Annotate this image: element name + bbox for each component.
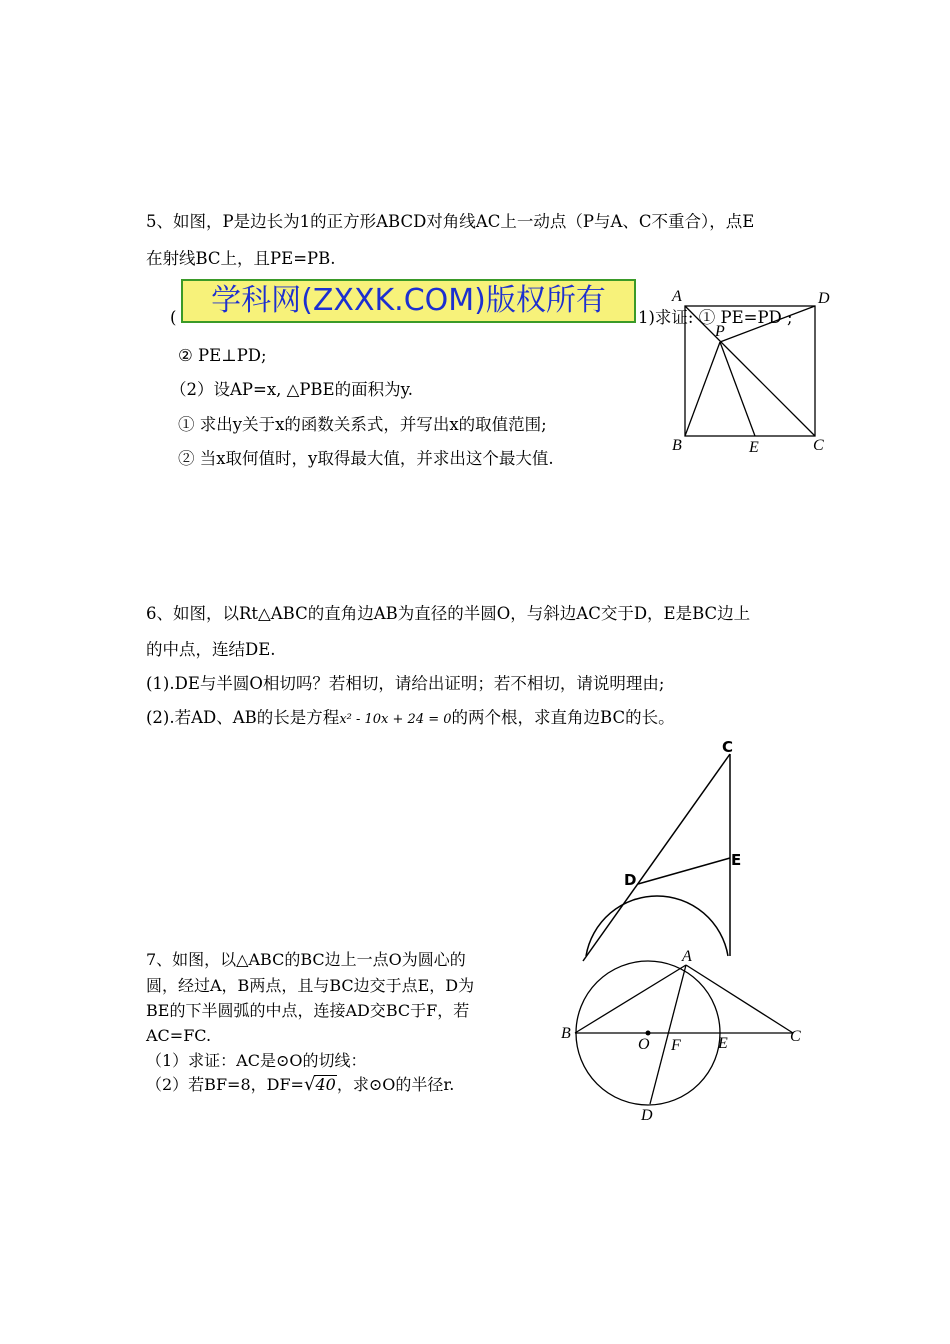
segment-ad bbox=[650, 965, 686, 1104]
problem7-q2 bbox=[146, 1074, 454, 1096]
problem5-q1-prefix: ( bbox=[170, 308, 177, 327]
label-c: C bbox=[813, 437, 824, 454]
label-o: O bbox=[638, 1036, 650, 1053]
label-d: D bbox=[818, 290, 830, 307]
hypotenuse-ca bbox=[583, 754, 730, 961]
sqrt-symbol: √ bbox=[303, 1074, 316, 1095]
label-a: A bbox=[682, 948, 692, 965]
problem6-figure-semicircle bbox=[580, 738, 750, 968]
problem5-line2: 在射线BC上，且PE=PB. bbox=[146, 249, 336, 268]
problem7-line2: 圆，经过A，B两点，且与BC边交于点E，D为 bbox=[146, 976, 475, 995]
problem6-q2 bbox=[146, 707, 675, 731]
label-a: A bbox=[672, 288, 682, 305]
problem7-figure-circle bbox=[555, 950, 815, 1125]
problem7-radicand: 40 bbox=[315, 1075, 336, 1094]
problem5-q2a: ① 求出y关于x的函数关系式，并写出x的取值范围; bbox=[178, 415, 547, 434]
watermark-banner: 学科网(ZXXK.COM)版权所有 bbox=[181, 279, 636, 323]
problem5-figure-square bbox=[660, 284, 840, 459]
problem5-q2b: ② 当x取何值时，y取得最大值，并求出这个最大值. bbox=[178, 449, 554, 468]
label-c: C bbox=[722, 738, 734, 756]
label-c: C bbox=[790, 1028, 801, 1045]
segment-pb bbox=[685, 342, 720, 436]
label-p: P bbox=[715, 323, 725, 340]
label-b: B bbox=[672, 437, 682, 454]
problem5-line1: 5、如图，P是边长为1的正方形ABCD对角线AC上一动点（P与A、C不重合），点E bbox=[146, 212, 755, 231]
label-d: D bbox=[641, 1107, 653, 1124]
label-e: E bbox=[749, 439, 759, 456]
problem7-q2-suffix: ，求⊙O的半径r. bbox=[336, 1075, 455, 1094]
problem6-q2-prefix: (2).若AD、AB的长是方程 bbox=[146, 708, 340, 727]
problem6-q1: (1).DE与半圆O相切吗？若相切，请给出证明；若不相切，请说明理由; bbox=[146, 674, 665, 693]
problem5-q1b: ② PE⊥PD; bbox=[178, 346, 267, 365]
segment-pd bbox=[720, 306, 815, 342]
center-point-o bbox=[646, 1031, 651, 1036]
problem6-equation: x² - 10x + 24 = 0 bbox=[339, 712, 452, 727]
chord-ba bbox=[575, 965, 686, 1033]
diagonal-ac bbox=[685, 306, 815, 436]
label-d: D bbox=[624, 871, 637, 889]
problem6-line2: 的中点，连结DE. bbox=[146, 640, 276, 659]
segment-pe bbox=[720, 342, 755, 436]
problem7-line1: 7、如图，以△ABC的BC边上一点O为圆心的 bbox=[146, 950, 466, 969]
label-e: E bbox=[718, 1035, 728, 1052]
problem5-q2: （2）设AP=x, △PBE的面积为y. bbox=[170, 380, 413, 399]
problem5-q1: 1)求证: ① PE=PD ; bbox=[638, 308, 793, 327]
segment-de bbox=[638, 858, 730, 884]
problem7-q2-prefix: （2）若BF=8，DF= bbox=[146, 1075, 304, 1094]
label-f: F bbox=[671, 1037, 681, 1054]
problem7-line3: BE的下半圆弧的中点，连接AD交BC于F，若 bbox=[146, 1001, 470, 1020]
label-b: B bbox=[561, 1025, 571, 1042]
tangent-ac bbox=[686, 965, 793, 1033]
problem6-q2-suffix: 的两个根，求直角边BC的长。 bbox=[451, 708, 675, 727]
label-e: E bbox=[731, 851, 742, 869]
problem7-line4: AC=FC. bbox=[146, 1026, 212, 1045]
problem6-line1: 6、如图，以Rt△ABC的直角边AB为直径的半圆O，与斜边AC交于D，E是BC边上 bbox=[146, 604, 751, 623]
problem7-q1: （1）求证：AC是⊙O的切线： bbox=[146, 1051, 367, 1070]
